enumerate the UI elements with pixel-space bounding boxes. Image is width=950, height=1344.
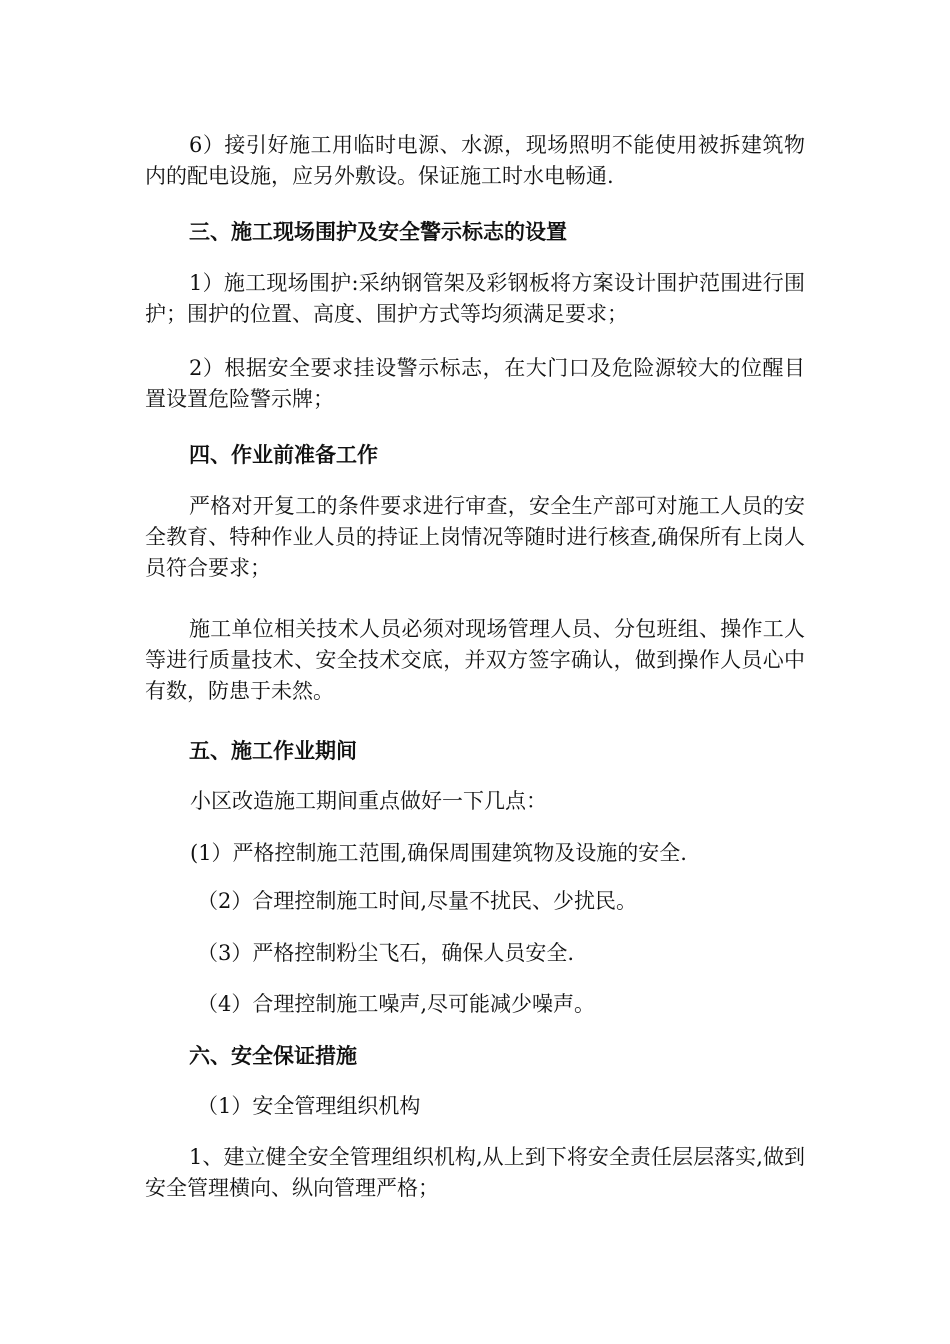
list-item-control-noise: （4）合理控制施工噪声,尽可能减少噪声。 xyxy=(197,992,596,1016)
list-item-control-scope: (1）严格控制施工范围,确保周围建筑物及设施的安全. xyxy=(190,841,687,865)
paragraph-work-resumption-review: 严格对开复工的条件要求进行审查，安全生产部可对施工人员的安全教育、特种作业人员的持证上岗情况等随时进行核查,确保所有上岗人员符合要求； xyxy=(145,494,805,580)
section-heading-site-enclosure-signs: 三、施工现场围护及安全警示标志的设置 xyxy=(189,219,567,244)
subheading-safety-organization: （1）安全管理组织机构 xyxy=(197,1094,421,1118)
section-heading-construction-period: 五、施工作业期间 xyxy=(189,738,357,763)
section-heading-pre-work-preparation: 四、作业前准备工作 xyxy=(189,442,378,467)
paragraph-site-enclosure: 1）施工现场围护:采纳钢管架及彩钢板将方案设计围护范围进行围护；围护的位置、高度、围护方式等均须满足要求； xyxy=(145,271,805,326)
paragraph-temporary-power-water: 6）接引好施工用临时电源、水源，现场照明不能使用被拆建筑物内的配电设施，应另外敷设。保证施工时水电畅通. xyxy=(145,133,805,188)
list-item-control-dust: （3）严格控制粉尘飞石，确保人员安全. xyxy=(197,941,575,965)
section-heading-safety-measures: 六、安全保证措施 xyxy=(189,1043,357,1068)
paragraph-safety-organization: 1、建立健全安全管理组织机构,从上到下将安全责任层层落实,做到安全管理横向、纵向管理严格； xyxy=(145,1145,805,1200)
paragraph-key-points-intro: 小区改造施工期间重点做好一下几点： xyxy=(190,789,547,813)
paragraph-technical-briefing: 施工单位相关技术人员必须对现场管理人员、分包班组、操作工人等进行质量技术、安全技术交底，并双方签字确认，做到操作人员心中有数，防患于未然。 xyxy=(145,617,805,703)
paragraph-warning-signs: 2）根据安全要求挂设警示标志，在大门口及危险源较大的位醒目置设置危险警示牌； xyxy=(145,356,805,411)
list-item-control-time: （2）合理控制施工时间,尽量不扰民、少扰民。 xyxy=(197,889,638,913)
